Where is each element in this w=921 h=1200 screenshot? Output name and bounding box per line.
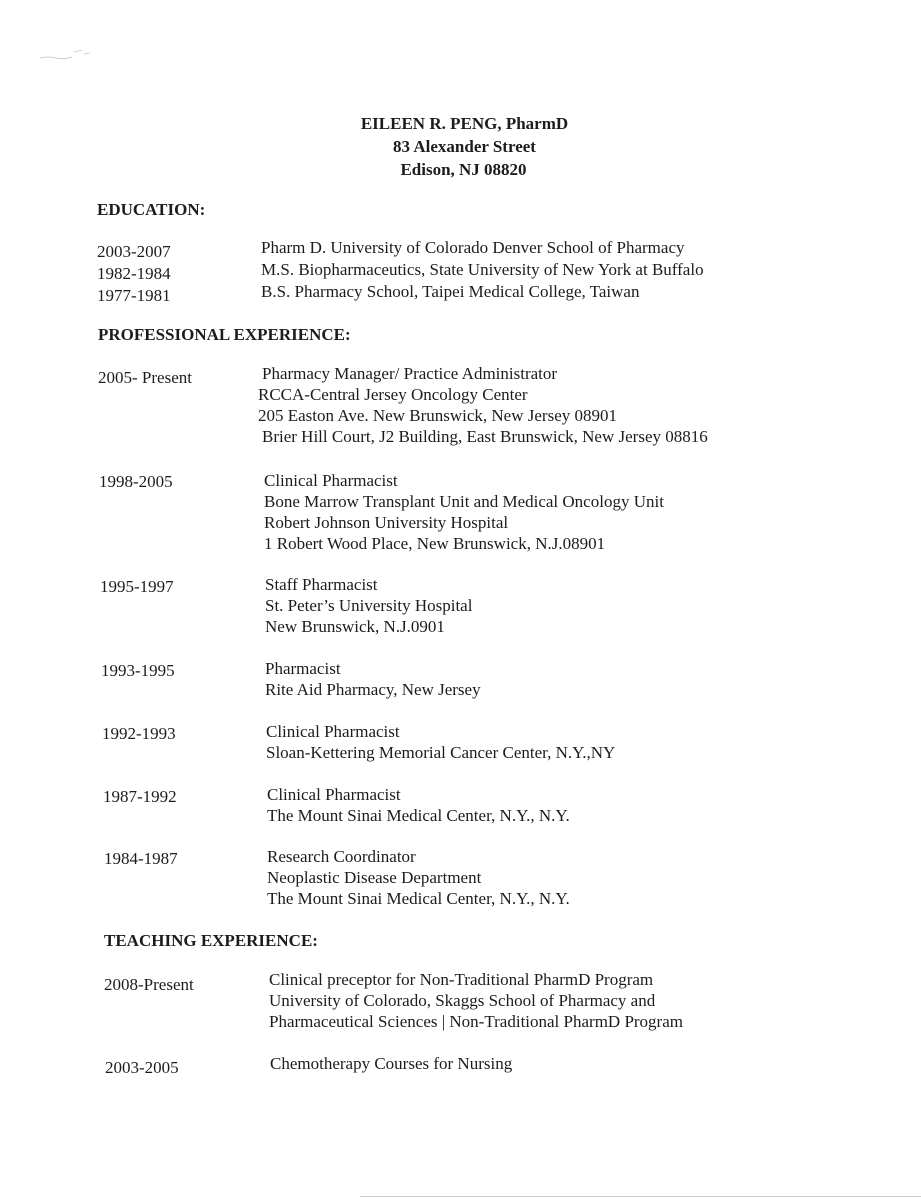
education-heading: EDUCATION: xyxy=(97,200,206,219)
teaching-line: University of Colorado, Skaggs School of Pharmacy and xyxy=(269,991,656,1010)
experience-line: Clinical Pharmacist xyxy=(266,722,400,741)
address-city: Edison, NJ 08820 xyxy=(400,160,527,179)
experience-years: 1987-1992 xyxy=(103,787,177,806)
teaching-line: Pharmaceutical Sciences | Non-Traditional PharmD Program xyxy=(269,1012,683,1031)
education-years: 1982-1984 xyxy=(97,264,171,283)
experience-line: Clinical Pharmacist xyxy=(267,785,401,804)
teaching-line: Clinical preceptor for Non-Traditional PharmD Program xyxy=(269,970,654,989)
experience-line: Neoplastic Disease Department xyxy=(267,868,482,887)
candidate-name: EILEEN R. PENG, PharmD xyxy=(360,114,569,133)
experience-line: 1 Robert Wood Place, New Brunswick, N.J.08901 xyxy=(264,534,606,553)
scan-edge-line xyxy=(360,1196,921,1197)
experience-heading: PROFESSIONAL EXPERIENCE: xyxy=(98,325,351,344)
experience-line: The Mount Sinai Medical Center, N.Y., N.Y. xyxy=(267,889,570,908)
education-years: 2003-2007 xyxy=(97,242,171,261)
experience-line: Sloan-Kettering Memorial Cancer Center, N.Y.,NY xyxy=(266,743,616,762)
experience-line: Clinical Pharmacist xyxy=(264,471,398,490)
experience-years: 1984-1987 xyxy=(104,849,178,868)
experience-years: 2005- Present xyxy=(98,368,192,387)
education-years: 1977-1981 xyxy=(97,286,171,305)
address-street: 83 Alexander Street xyxy=(393,137,536,156)
experience-line: St. Peter’s University Hospital xyxy=(265,596,473,615)
scan-artifact xyxy=(38,44,98,64)
experience-line: Pharmacist xyxy=(265,659,341,678)
experience-line: RCCA-Central Jersey Oncology Center xyxy=(258,385,528,404)
resume-header xyxy=(0,112,921,181)
teaching-line: Chemotherapy Courses for Nursing xyxy=(270,1054,513,1073)
experience-line: 205 Easton Ave. New Brunswick, New Jersey 08901 xyxy=(258,406,617,425)
experience-line: The Mount Sinai Medical Center, N.Y., N.Y. xyxy=(267,806,570,825)
experience-line: Robert Johnson University Hospital xyxy=(264,513,509,532)
teaching-years: 2008-Present xyxy=(104,975,194,994)
experience-line: Rite Aid Pharmacy, New Jersey xyxy=(265,680,481,699)
experience-years: 1993-1995 xyxy=(101,661,175,680)
experience-years: 1995-1997 xyxy=(100,577,174,596)
teaching-heading: TEACHING EXPERIENCE: xyxy=(104,931,318,950)
experience-years: 1992-1993 xyxy=(102,724,176,743)
experience-years: 1998-2005 xyxy=(99,472,173,491)
education-detail: M.S. Biopharmaceutics, State University of New York at Buffalo xyxy=(261,260,704,279)
education-detail: B.S. Pharmacy School, Taipei Medical College, Taiwan xyxy=(261,282,640,301)
experience-line: Research Coordinator xyxy=(267,847,416,866)
experience-line: Bone Marrow Transplant Unit and Medical Oncology Unit xyxy=(264,492,664,511)
experience-line: New Brunswick, N.J.0901 xyxy=(265,617,445,636)
experience-line: Brier Hill Court, J2 Building, East Brunswick, New Jersey 08816 xyxy=(262,427,708,446)
teaching-years: 2003-2005 xyxy=(105,1058,179,1077)
experience-line: Pharmacy Manager/ Practice Administrator xyxy=(262,364,558,383)
experience-line: Staff Pharmacist xyxy=(265,575,378,594)
education-detail: Pharm D. University of Colorado Denver School of Pharmacy xyxy=(261,238,685,257)
